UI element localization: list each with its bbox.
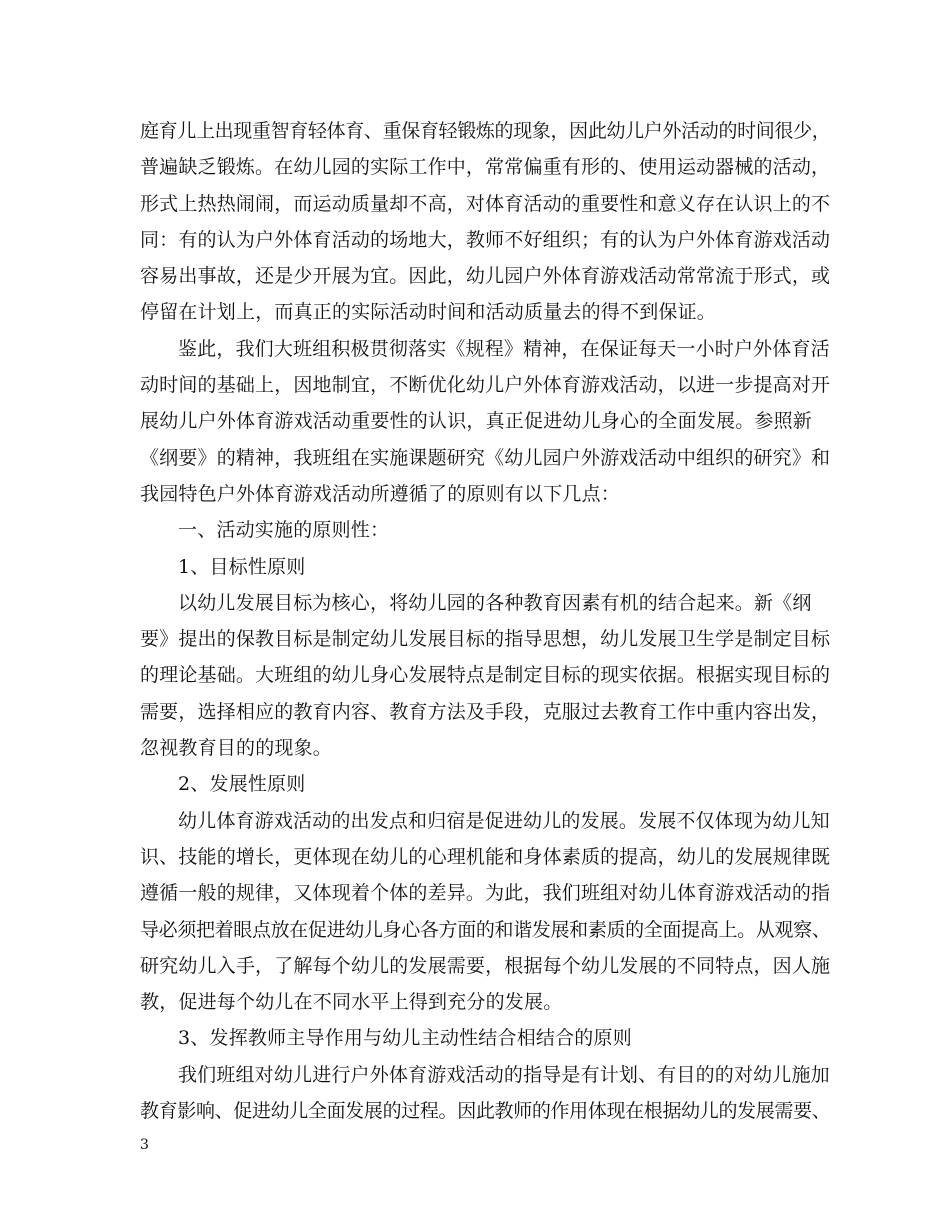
text-line: 教育影响、促进幼儿全面发展的过程。因此教师的作用体现在根据幼儿的发展需要、	[140, 1100, 831, 1123]
text-line: 的理论基础。大班组的幼儿身心发展特点是制定目标的现实依据。根据实现目标的	[140, 664, 831, 687]
text-line: 研究幼儿入手，了解每个幼儿的发展需要，根据每个幼儿发展的不同特点，因人施	[140, 954, 831, 977]
text-line: 1、目标性原则	[178, 555, 306, 578]
body-text	[140, 113, 830, 1129]
text-line: 停留在计划上，而真正的实际活动时间和活动质量去的得不到保证。	[140, 301, 717, 324]
text-line: 识、技能的增长，更体现在幼儿的心理机能和身体素质的提高，幼儿的发展规律既	[140, 845, 831, 868]
text-line: 忽视教育目的的现象。	[140, 737, 333, 760]
text-line: 动时间的基础上，因地制宜，不断优化幼儿户外体育游戏活动，以进一步提高对开	[140, 374, 831, 397]
text-line: 3、发挥教师主导作用与幼儿主动性结合相结合的原则	[178, 1027, 632, 1050]
text-line: 一、活动实施的原则性：	[178, 519, 390, 542]
text-line: 鉴此，我们大班组积极贯彻落实《规程》精神，在保证每天一小时户外体育活	[178, 337, 830, 360]
text-line: 普遍缺乏锻炼。在幼儿园的实际工作中，常常偏重有形的、使用运动器械的活动，	[140, 156, 831, 179]
text-line: 展幼儿户外体育游戏活动重要性的认识，真正促进幼儿身心的全面发展。参照新	[140, 410, 813, 433]
text-line: 《纲要》的精神，我班组在实施课题研究《幼儿园户外游戏活动中组织的研究》和	[140, 446, 831, 469]
text-line: 形式上热热闹闹，而运动质量却不高，对体育活动的重要性和意义存在认识上的不	[140, 192, 831, 215]
text-line: 我园特色户外体育游戏活动所遵循了的原则有以下几点：	[140, 482, 621, 505]
text-line: 庭育儿上出现重智育轻体育、重保育轻锻炼的现象，因此幼儿户外活动的时间很少，	[140, 120, 831, 142]
text-line: 需要，选择相应的教育内容、教育方法及手段，克服过去教育工作中重内容出发，	[140, 700, 831, 723]
text-line: 以幼儿发展目标为核心，将幼儿园的各种教育因素有机的结合起来。新《纲	[178, 591, 812, 614]
text-line: 同：有的认为户外体育活动的场地大，教师不好组织；有的认为户外体育游戏活动	[140, 228, 831, 251]
text-line: 容易出事故，还是少开展为宜。因此，幼儿园户外体育游戏活动常常流于形式，或	[140, 265, 831, 288]
page-number: 3	[140, 1137, 149, 1153]
text-line: 2、发展性原则	[178, 773, 306, 796]
text-line: 幼儿体育游戏活动的出发点和归宿是促进幼儿的发展。发展不仅体现为幼儿知	[178, 809, 830, 832]
text-line: 遵循一般的规律，又体现着个体的差异。为此，我们班组对幼儿体育游戏活动的指	[140, 882, 831, 905]
text-line: 要》提出的保教目标是制定幼儿发展目标的指导思想，幼儿发展卫生学是制定目标	[140, 628, 831, 651]
text-line: 我们班组对幼儿进行户外体育游戏活动的指导是有计划、有目的的对幼儿施加	[178, 1063, 830, 1086]
text-line: 教，促进每个幼儿在不同水平上得到充分的发展。	[140, 991, 563, 1014]
text-line: 导必须把着眼点放在促进幼儿身心各方面的和谐发展和素质的全面提高上。从观察、	[140, 918, 831, 941]
